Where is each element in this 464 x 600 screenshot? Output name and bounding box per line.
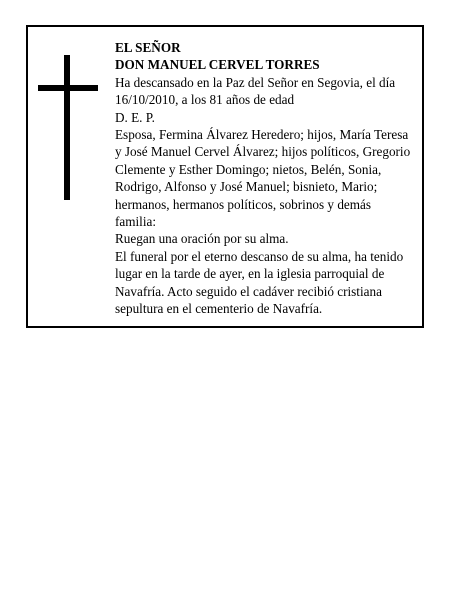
death-announcement: Ha descansado en la Paz del Señor en Segovia, el día 16/10/2010, a los 81 años de edad bbox=[115, 74, 396, 108]
title-line-1: EL SEÑOR bbox=[115, 40, 181, 55]
prayer-request: Ruegan una oración por su alma. bbox=[115, 231, 289, 247]
family-list: Esposa, Fermina Álvarez Heredero; hijos, María Teresa y José Manuel Cervel Álvarez; hijos políticos, Gregorio Clemente y Esther Domingo; nietos, Belén, Sonia, Rodrigo, Alfonso y José Manuel; bisnieto, Mario; hermanos, hermanos políticos, sobrinos y demás familia: bbox=[115, 127, 411, 230]
cross-icon bbox=[38, 55, 98, 200]
dep-line: D. E. P. bbox=[115, 109, 155, 125]
cross-horizontal-bar bbox=[38, 85, 98, 91]
title-line-2: DON MANUEL CERVEL TORRES bbox=[115, 57, 320, 73]
cross-vertical-bar bbox=[64, 55, 70, 200]
obituary-notice bbox=[26, 25, 424, 328]
funeral-details: El funeral por el eterno descanso de su alma, ha tenido lugar en la tarde de ayer, en la iglesia parroquial de Navafría. Acto seguido el cadáver recibió cristiana sepultura en el cementerio de Navafría. bbox=[115, 248, 404, 317]
obituary-text bbox=[115, 39, 415, 318]
